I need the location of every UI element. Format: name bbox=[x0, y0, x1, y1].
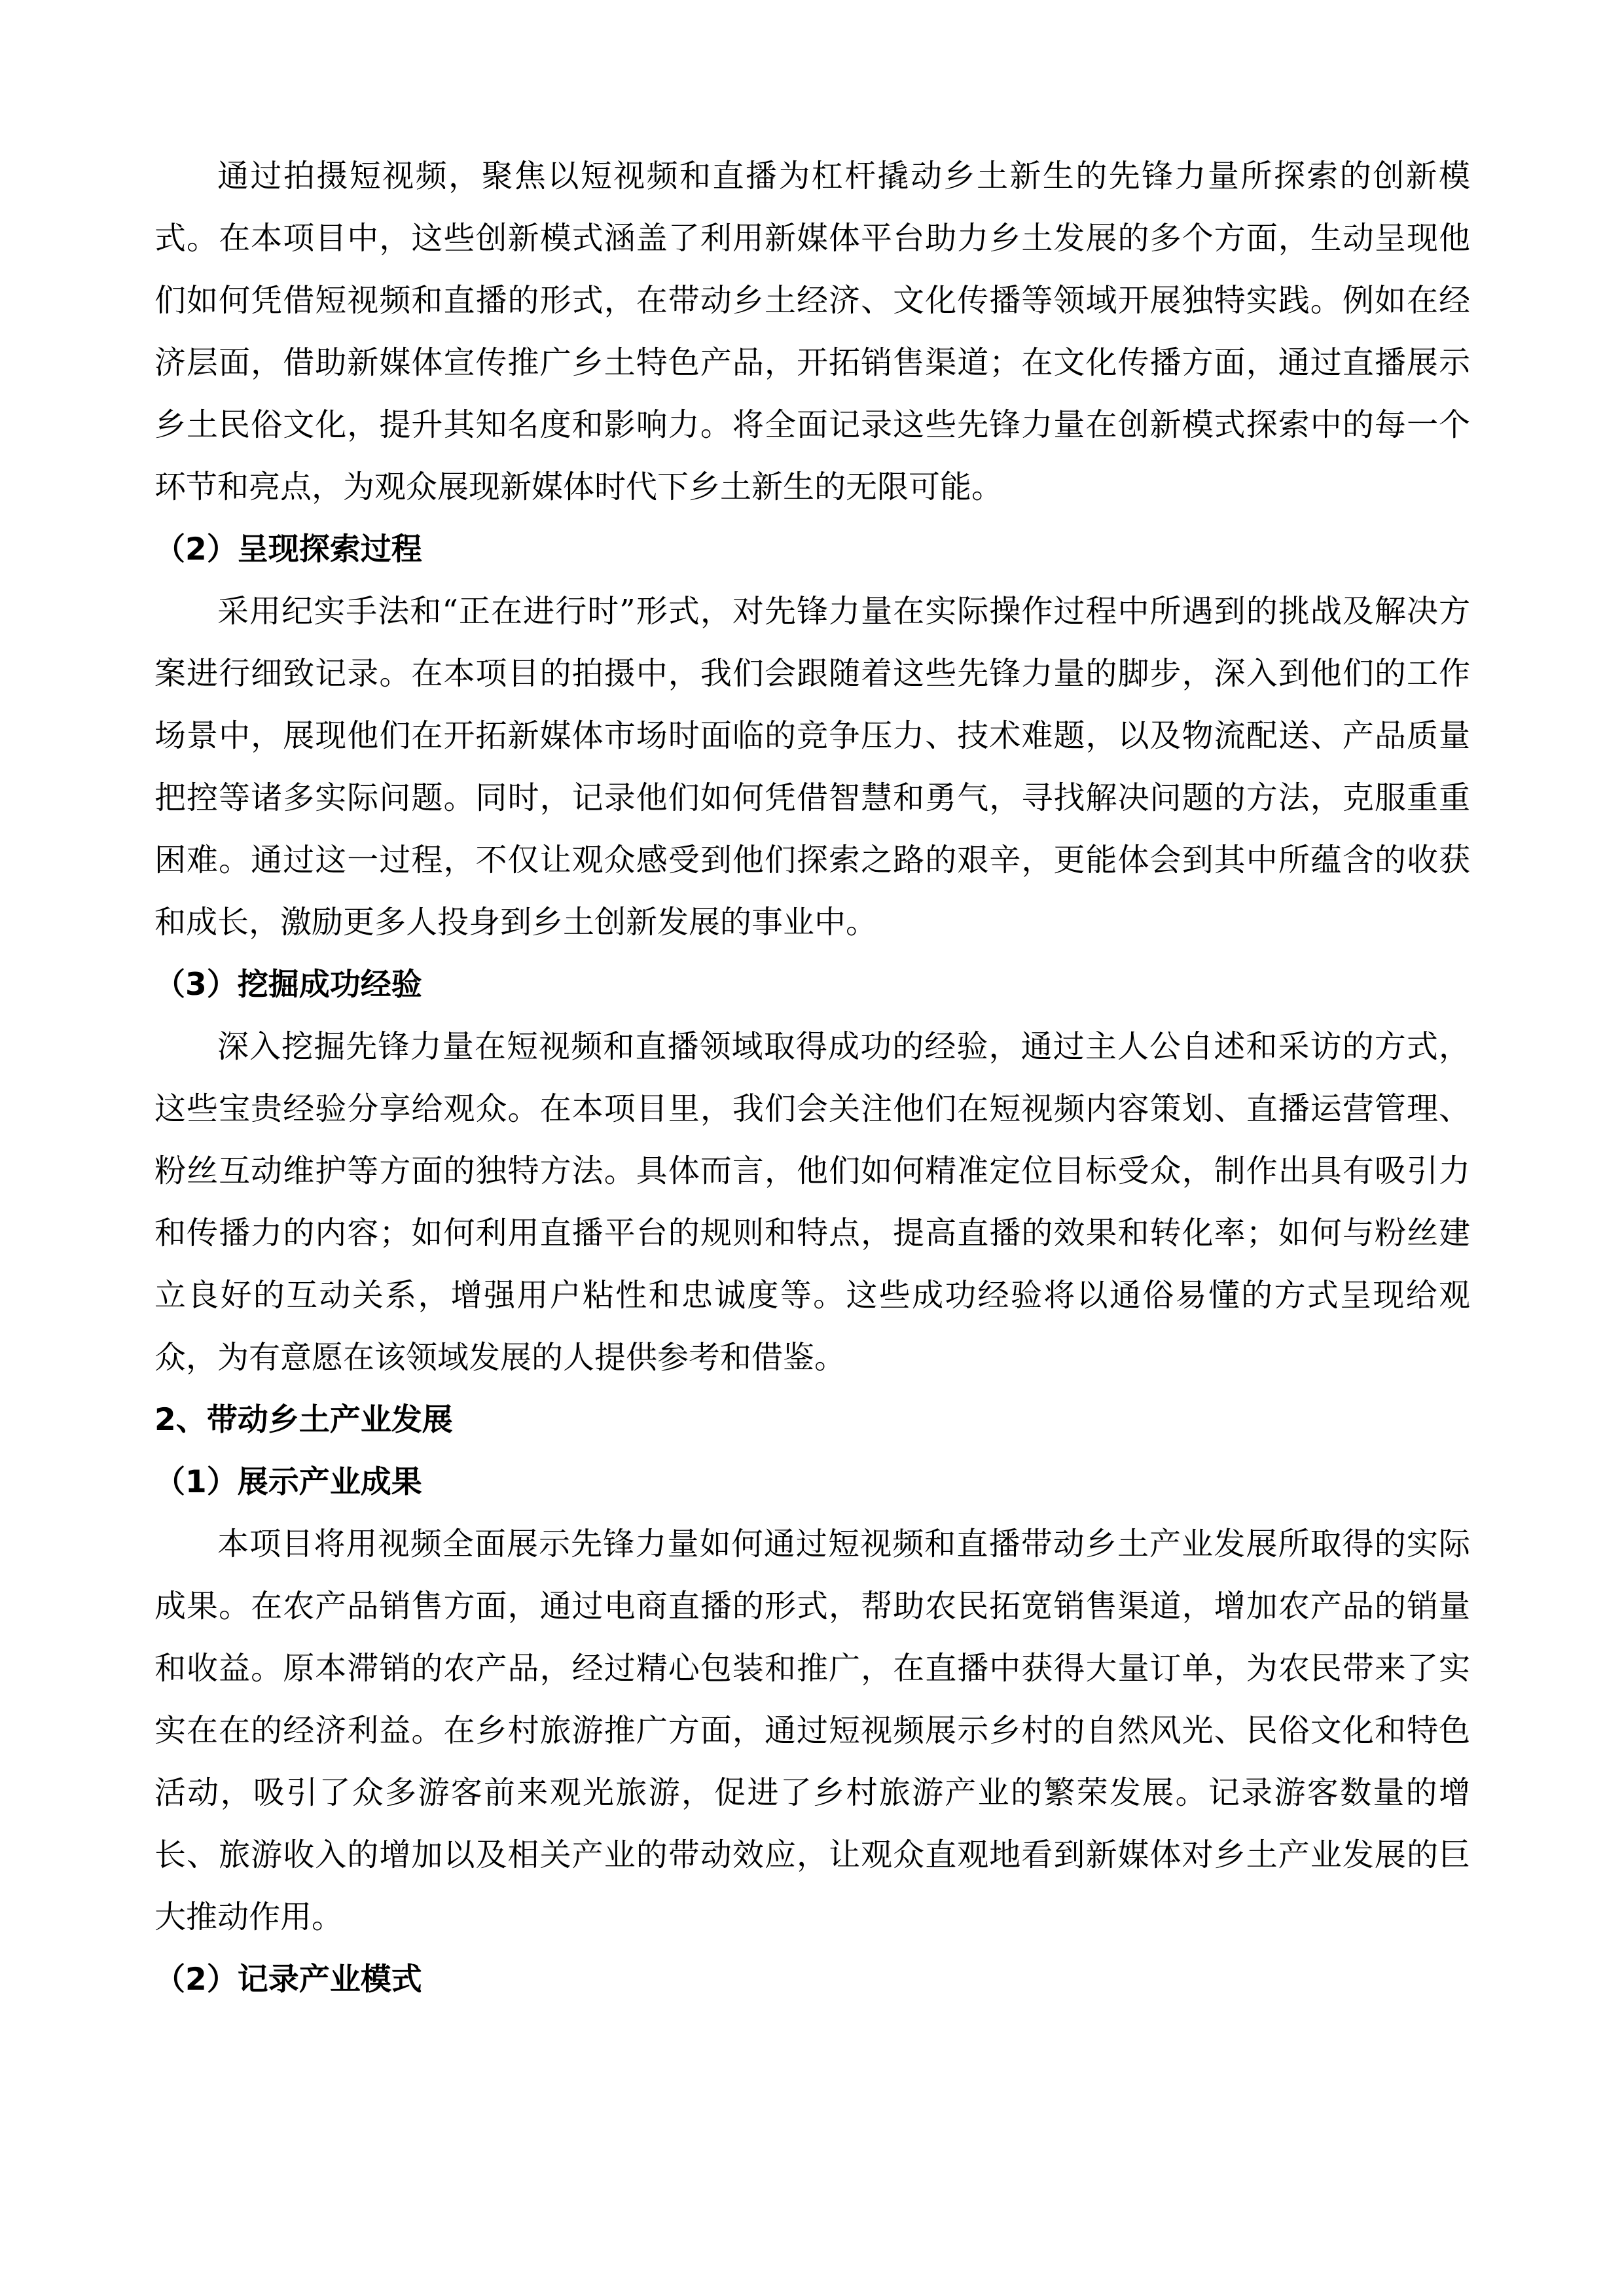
paragraph-exploration-process: 采用纪实手法和“正在进行时”形式，对先锋力量在实际操作过程中所遇到的挑战及解决方案进行细致记录。在本项目的拍摄中，我们会跟随着这些先锋力量的脚步，深入到他们的工作场景中，展现他们在开拓新媒体市场时面临的竞争压力、技术难题，以及物流配送、产品质量把控等诸多实际问题。同时，记录他们如何凭借智慧和勇气，寻找解决问题的方法，克服重重困难。通过这一过程，不仅让观众感受到他们探索之路的艰辛，更能体会到其中所蕴含的收获和成长，激励更多人投身到乡土创新发展的事业中。 bbox=[154, 593, 1470, 941]
paragraph-innovation-models: 通过拍摄短视频，聚焦以短视频和直播为杠杆撬动乡土新生的先锋力量所探索的创新模式。在本项目中，这些创新模式涵盖了利用新媒体平台助力乡土发展的多个方面，生动呈现他们如何凭借短视频和直播的形式，在带动乡土经济、文化传播等领域开展独特实践。例如在经济层面，借助新媒体宣传推广乡土特色产品，开拓销售渠道；在文化传播方面，通过直播展示乡土民俗文化，提升其知名度和影响力。将全面记录这些先锋力量在创新模式探索中的每一个环节和亮点，为观众展现新媒体时代下乡土新生的无限可能。 bbox=[154, 158, 1470, 505]
paragraph-industry-results: 本项目将用视频全面展示先锋力量如何通过短视频和直播带动乡土产业发展所取得的实际成果。在农产品销售方面，通过电商直播的形式，帮助农民拓宽销售渠道，增加农产品的销量和收益。原本滞销的农产品，经过精心包装和推广，在直播中获得大量订单，为农民带来了实实在在的经济利益。在乡村旅游推广方面，通过短视频展示乡村的自然风光、民俗文化和特色活动，吸引了众多游客前来观光旅游，促进了乡村旅游产业的繁荣发展。记录游客数量的增长、旅游收入的增加以及相关产业的带动效应，让观众直观地看到新媒体对乡土产业发展的巨大推动作用。 bbox=[154, 1526, 1470, 1935]
paragraph-success-experience: 深入挖掘先锋力量在短视频和直播领域取得成功的经验，通过主人公自述和采访的方式，这些宝贵经验分享给观众。在本项目里，我们会关注他们在短视频内容策划、直播运营管理、粉丝互动维护等方面的独特方法。具体而言，他们如何精准定位目标受众，制作出具有吸引力和传播力的内容；如何利用直播平台的规则和特点，提高直播的效果和转化率；如何与粉丝建立良好的互动关系，增强用户粘性和忠诚度等。这些成功经验将以通俗易懂的方式呈现给观众，为有意愿在该领域发展的人提供参考和借鉴。 bbox=[154, 1028, 1470, 1376]
heading-industry-results: （1）展示产业成果 bbox=[154, 1464, 422, 1500]
heading-industry-models: （2）记录产业模式 bbox=[154, 1962, 422, 1998]
document-body bbox=[154, 145, 1470, 2011]
heading-industry-development: 2、带动乡土产业发展 bbox=[154, 1402, 453, 1438]
heading-success-experience: （3）挖掘成功经验 bbox=[154, 967, 422, 1003]
heading-present-exploration: （2）呈现探索过程 bbox=[154, 531, 422, 567]
